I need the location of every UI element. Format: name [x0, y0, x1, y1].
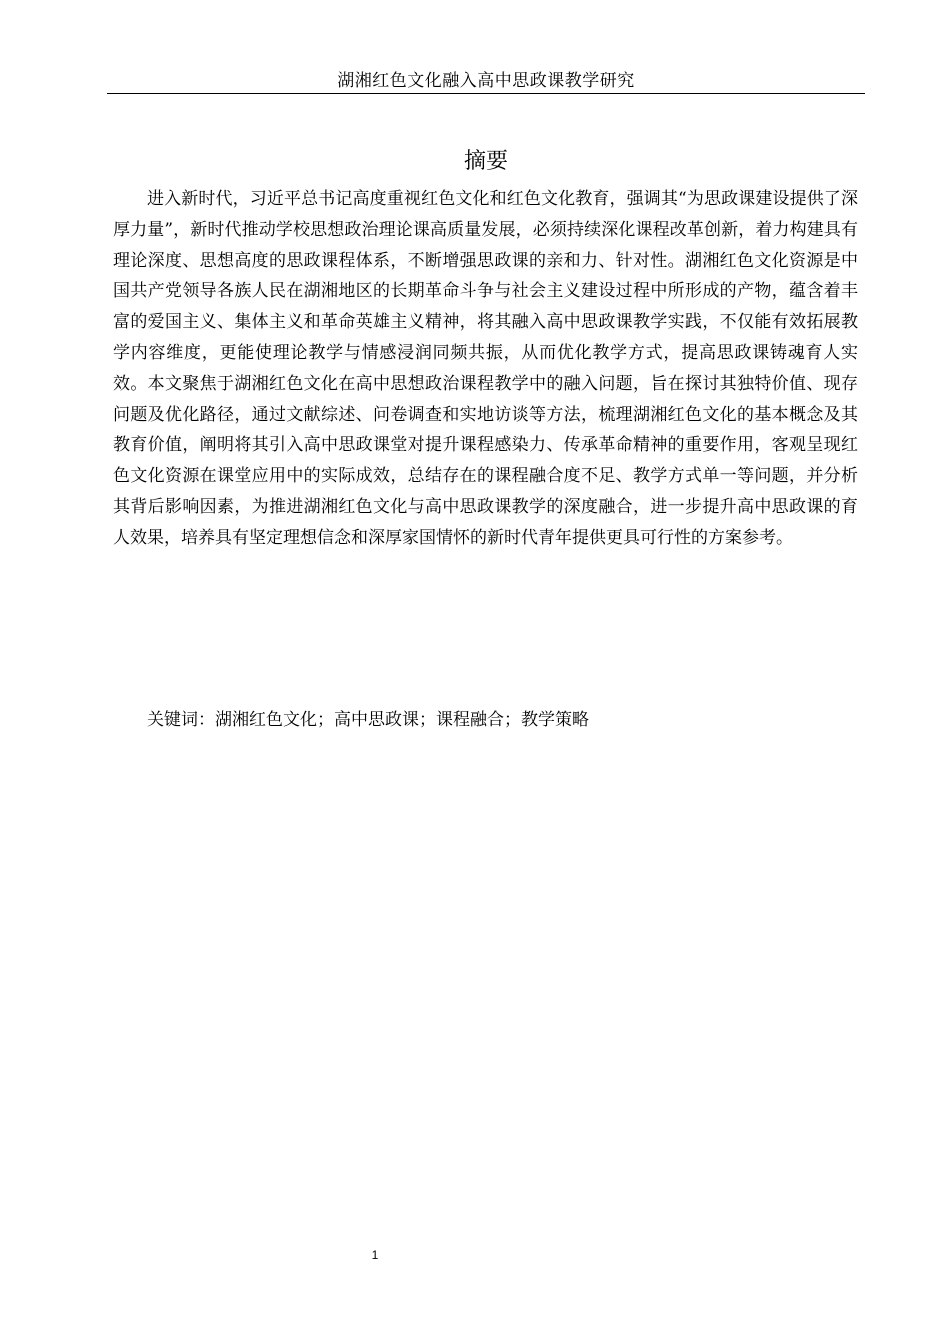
abstract-body: 进入新时代，习近平总书记高度重视红色文化和红色文化教育，强调其“为思政课建设提供了深厚力量”，新时代推动学校思想政治理论课高质量发展，必须持续深化课程改革创新，着力构建具有理论深度、思想高度的思政课程体系，不断增强思政课的亲和力、针对性。湖湘红色文化资源是中国共产党领导各族人民在湖湘地区的长期革命斗争与社会主义建设过程中所形成的产物，蕴含着丰富的爱国主义、集体主义和革命英雄主义精神，将其融入高中思政课教学实践，不仅能有效拓展教学内容维度，更能使理论教学与情感浸润同频共振，从而优化教学方式，提高思政课铸魂育人实效。本文聚焦于湖湘红色文化在高中思想政治课程教学中的融入问题，旨在探讨其独特价值、现存问题及优化路径，通过文献综述、问卷调查和实地访谈等方法，梳理湖湘红色文化的基本概念及其教育价值，阐明将其引入高中思政课堂对提升课程感染力、传承革命精神的重要作用，客观呈现红色文化资源在课堂应用中的实际成效，总结存在的课程融合度不足、教学方式单一等问题，并分析其背后影响因素，为推进湖湘红色文化与高中思政课教学的深度融合，进一步提升高中思政课的育人效果，培养具有坚定理想信念和深厚家国情怀的新时代青年提供更具可行性的方案参考。	[113, 189, 858, 548]
header-divider	[107, 93, 865, 94]
abstract-heading: 摘要	[463, 149, 508, 174]
page-number: 1	[371, 1248, 379, 1262]
keywords-line: 关键词：湖湘红色文化；高中思政课；课程融合；教学策略	[147, 710, 589, 730]
running-header-title: 湖湘红色文化融入高中思政课教学研究	[337, 71, 635, 91]
